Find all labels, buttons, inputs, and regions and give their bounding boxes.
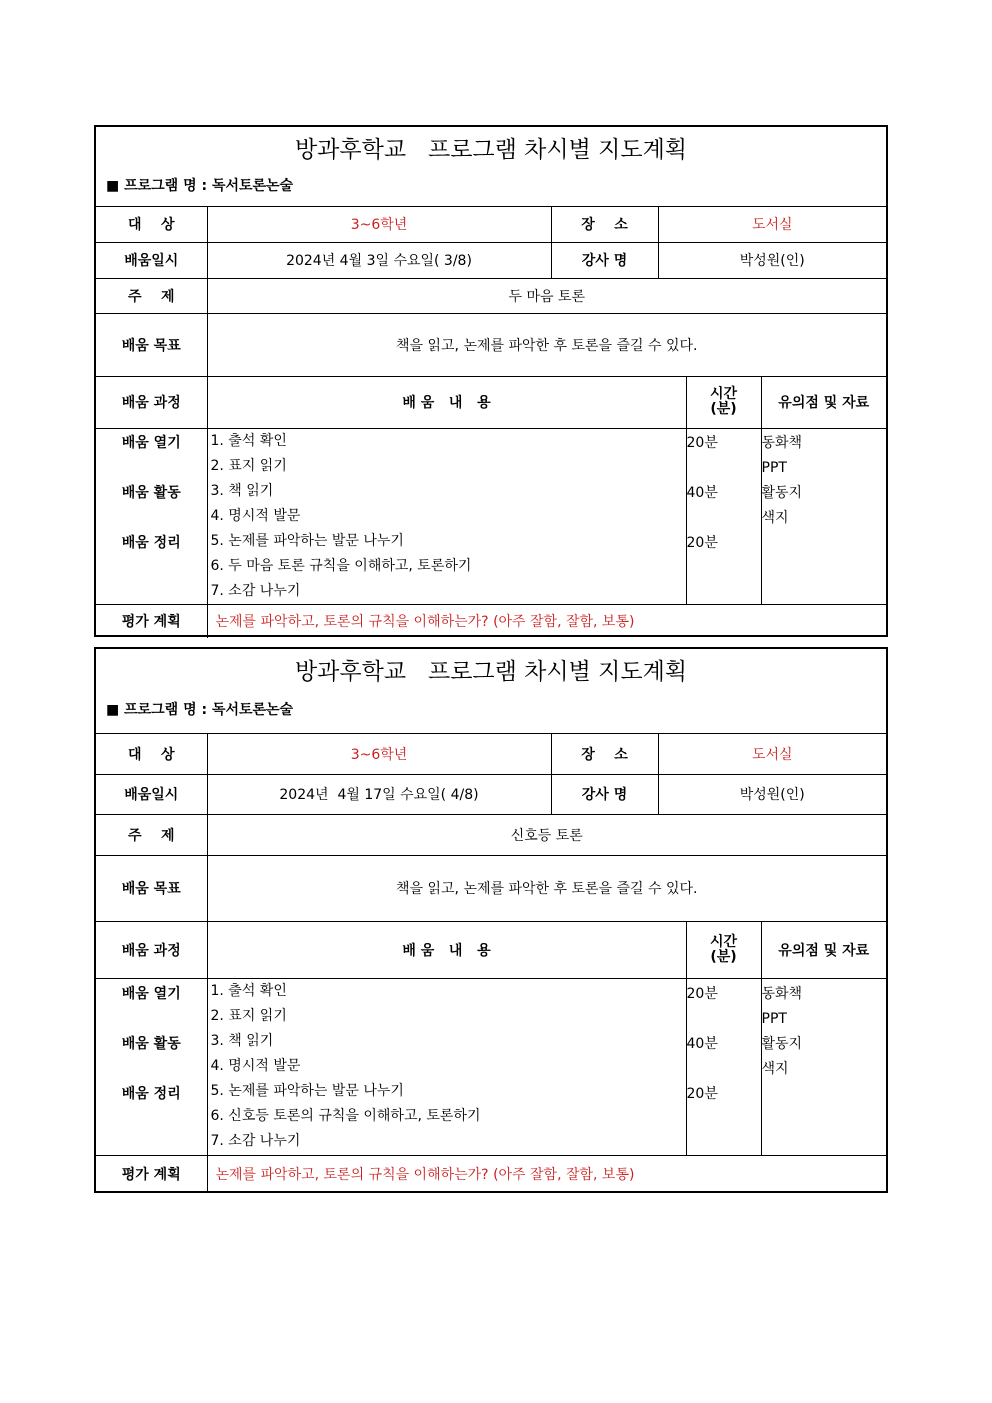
material-item: 동화책: [761, 434, 803, 451]
target-value: 3~6학년: [207, 734, 551, 774]
lesson-plan-1: [94, 125, 888, 637]
material-item: 동화책: [761, 985, 803, 1002]
place-value: 도서실: [658, 734, 886, 774]
time-header-line-2: (분): [710, 948, 737, 965]
teacher-label: 강사 명: [551, 242, 658, 278]
time-column: [686, 978, 761, 1155]
step-item: 2. 표지 읽기: [210, 457, 287, 474]
evaluation-value: 논제를 파악하고, 토론의 규칙을 이해하는가? (아주 잘함, 잘함, 보통): [207, 1155, 886, 1193]
target-label: 대 상: [96, 734, 207, 774]
teacher-value: 박성원(인): [658, 774, 886, 814]
content-header: 배 움 내 용: [207, 921, 686, 978]
plan-table: [96, 734, 886, 1193]
material-item: 색지: [761, 1060, 789, 1077]
materials-column: [761, 978, 886, 1155]
material-item: 색지: [761, 509, 789, 526]
evaluation-value: 논제를 파악하고, 토론의 규칙을 이해하는가? (아주 잘함, 잘함, 보통): [207, 604, 886, 638]
phase-column: [96, 428, 207, 604]
step-item: 7. 소감 나누기: [210, 582, 301, 599]
content-header: 배 움 내 용: [207, 376, 686, 428]
time-header-line-1: 시간: [709, 386, 738, 402]
phase-item: 배움 열기: [121, 985, 181, 1002]
time-header: [686, 921, 761, 978]
time-item: 40분: [686, 484, 718, 501]
content-column: [207, 978, 686, 1155]
step-item: 7. 소감 나누기: [210, 1132, 301, 1149]
time-header-line-1: 시간: [709, 933, 738, 950]
date-label: 배움일시: [96, 242, 207, 278]
time-item: 20분: [686, 1085, 718, 1102]
time-item: 20분: [686, 985, 718, 1002]
material-item: 활동지: [761, 484, 803, 501]
teacher-value: 박성원(인): [658, 242, 886, 278]
materials-header: 유의점 및 자료: [761, 921, 886, 978]
teacher-label: 강사 명: [551, 774, 658, 814]
step-item: 4. 명시적 발문: [210, 1057, 301, 1074]
program-name: ■ 프로그램 명 : 독서토론논술: [106, 178, 294, 194]
plan-header: [96, 649, 886, 734]
time-header-line-2: (분): [710, 401, 737, 417]
step-item: 2. 표지 읽기: [210, 1007, 287, 1024]
phase-column: [96, 978, 207, 1155]
phase-item: 배움 정리: [121, 534, 181, 551]
target-label: 대 상: [96, 207, 207, 242]
time-item: 40분: [686, 1035, 718, 1052]
time-item: 20분: [686, 534, 718, 551]
lesson-plan-2: [94, 647, 888, 1193]
evaluation-label: 평가 계획: [96, 1155, 207, 1193]
materials-column: [761, 428, 886, 604]
step-item: 1. 출석 확인: [210, 982, 287, 999]
evaluation-label: 평가 계획: [96, 604, 207, 638]
goal-value: 책을 읽고, 논제를 파악한 후 토론을 즐길 수 있다.: [207, 313, 886, 376]
phase-item: 배움 활동: [121, 1035, 181, 1052]
plan-header: [96, 127, 886, 207]
step-item: 3. 책 읽기: [210, 482, 274, 499]
goal-label: 배움 목표: [96, 855, 207, 921]
material-item: PPT: [761, 1010, 787, 1027]
topic-value: 신호등 토론: [207, 814, 886, 855]
step-item: 6. 신호등 토론의 규칙을 이해하고, 토론하기: [210, 1107, 481, 1124]
step-item: 4. 명시적 발문: [210, 507, 301, 524]
date-value: 2024년 4월 17일 수요일( 4/8): [207, 774, 551, 814]
topic-value: 두 마음 토론: [207, 278, 886, 313]
phase-item: 배움 활동: [121, 484, 181, 501]
program-name: ■ 프로그램 명 : 독서토론논술: [106, 702, 294, 718]
material-item: PPT: [761, 459, 787, 476]
date-value: 2024년 4월 3일 수요일( 3/8): [207, 242, 551, 278]
material-item: 활동지: [761, 1035, 803, 1052]
phase-item: 배움 정리: [121, 1085, 181, 1102]
step-item: 6. 두 마음 토론 규칙을 이해하고, 토론하기: [210, 557, 472, 574]
plan-title: 방과후학교 프로그램 차시별 지도계획: [294, 659, 688, 685]
content-column: [207, 428, 686, 604]
process-label: 배움 과정: [96, 376, 207, 428]
time-header: [686, 376, 761, 428]
place-label: 장 소: [551, 734, 658, 774]
topic-label: 주 제: [96, 278, 207, 313]
goal-value: 책을 읽고, 논제를 파악한 후 토론을 즐길 수 있다.: [207, 855, 886, 921]
time-item: 20분: [686, 434, 718, 451]
topic-label: 주 제: [96, 814, 207, 855]
phase-item: 배움 열기: [121, 434, 181, 451]
plan-title: 방과후학교 프로그램 차시별 지도계획: [294, 137, 688, 163]
goal-label: 배움 목표: [96, 313, 207, 376]
materials-header: 유의점 및 자료: [761, 376, 886, 428]
step-item: 3. 책 읽기: [210, 1032, 274, 1049]
step-item: 5. 논제를 파악하는 발문 나누기: [210, 532, 404, 549]
step-item: 1. 출석 확인: [210, 432, 287, 449]
process-label: 배움 과정: [96, 921, 207, 978]
time-column: [686, 428, 761, 604]
place-value: 도서실: [658, 207, 886, 242]
plan-table: [96, 207, 886, 638]
date-label: 배움일시: [96, 774, 207, 814]
target-value: 3~6학년: [207, 207, 551, 242]
place-label: 장 소: [551, 207, 658, 242]
step-item: 5. 논제를 파악하는 발문 나누기: [210, 1082, 404, 1099]
